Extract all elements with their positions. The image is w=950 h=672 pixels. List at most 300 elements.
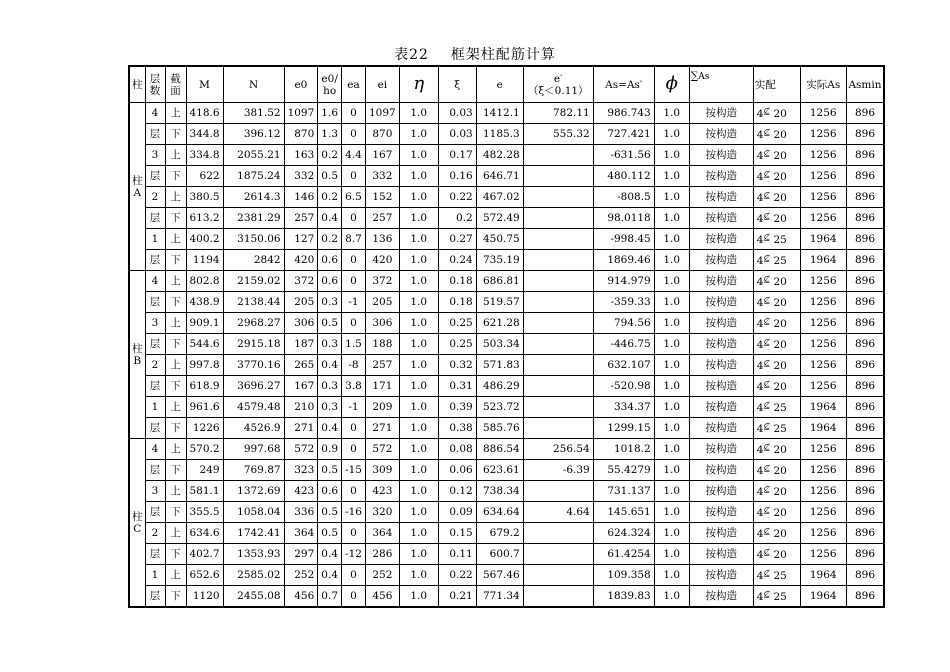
table-row bbox=[129, 502, 884, 523]
floor-cell: 3 bbox=[145, 313, 165, 334]
e-cell: 771.34 bbox=[476, 586, 523, 608]
floor-cell: 层 bbox=[145, 250, 165, 271]
note-cell: 按构造 bbox=[689, 544, 753, 565]
note-cell: 按构造 bbox=[689, 460, 753, 481]
section-cell: 下 bbox=[165, 460, 186, 481]
as-cell: -808.5 bbox=[593, 187, 654, 208]
n-cell: 1742.41 bbox=[223, 523, 284, 544]
rebar-cell: 4⊈ 20 bbox=[753, 544, 800, 565]
section-cell: 上 bbox=[165, 439, 186, 460]
as-cell: 98.0118 bbox=[593, 208, 654, 229]
eta-cell: 1.0 bbox=[399, 460, 438, 481]
eta-cell: 1.0 bbox=[399, 271, 438, 292]
rebar-cell: 4⊈ 25 bbox=[753, 418, 800, 439]
column-reinforcement-table bbox=[128, 65, 885, 608]
phi-cell: 1.0 bbox=[654, 166, 689, 187]
e0-cell: 336 bbox=[284, 502, 318, 523]
eta-cell: 1.0 bbox=[399, 292, 438, 313]
rebar-grade-icon: ⊈ bbox=[763, 254, 771, 263]
xi-cell: 0.2 bbox=[438, 208, 476, 229]
xi-cell: 0.32 bbox=[438, 355, 476, 376]
header-n: N bbox=[223, 66, 284, 103]
rebar-cell: 4⊈ 20 bbox=[753, 355, 800, 376]
rebar-cell: 4⊈ 20 bbox=[753, 208, 800, 229]
e0-cell: 265 bbox=[284, 355, 318, 376]
e0-cell: 271 bbox=[284, 418, 318, 439]
ei-cell: 257 bbox=[366, 355, 400, 376]
ei-cell: 423 bbox=[366, 481, 400, 502]
ea-cell: 3.8 bbox=[342, 376, 366, 397]
ea-cell: 0 bbox=[342, 586, 366, 608]
table-row bbox=[129, 460, 884, 481]
e0-cell: 423 bbox=[284, 481, 318, 502]
note-cell: 按构造 bbox=[689, 418, 753, 439]
actual-as-cell: 1256 bbox=[800, 376, 846, 397]
eta-cell: 1.0 bbox=[399, 124, 438, 145]
actual-as-cell: 1964 bbox=[800, 418, 846, 439]
header-shipei: 实配 bbox=[753, 66, 800, 103]
m-cell: 1226 bbox=[186, 418, 223, 439]
rebar-cell: 4⊈ 20 bbox=[753, 145, 800, 166]
table-row bbox=[129, 103, 884, 124]
e-prime-cell bbox=[523, 523, 593, 544]
asmin-cell: 896 bbox=[846, 313, 884, 334]
section-cell: 上 bbox=[165, 103, 186, 124]
e-cell: 519.57 bbox=[476, 292, 523, 313]
e0-cell: 252 bbox=[284, 565, 318, 586]
eta-cell: 1.0 bbox=[399, 502, 438, 523]
m-cell: 380.5 bbox=[186, 187, 223, 208]
e-prime-cell bbox=[523, 145, 593, 166]
asmin-cell: 896 bbox=[846, 439, 884, 460]
rebar-cell: 4⊈ 20 bbox=[753, 271, 800, 292]
phi-cell: 1.0 bbox=[654, 565, 689, 586]
table-row bbox=[129, 544, 884, 565]
as-cell: 986.743 bbox=[593, 103, 654, 124]
eta-cell: 1.0 bbox=[399, 586, 438, 608]
eta-cell: 1.0 bbox=[399, 397, 438, 418]
m-cell: 334.8 bbox=[186, 145, 223, 166]
eta-cell: 1.0 bbox=[399, 439, 438, 460]
e0-cell: 572 bbox=[284, 439, 318, 460]
header-asmin: Asmin bbox=[846, 66, 884, 103]
header-floor: 层 数 bbox=[145, 66, 165, 103]
note-cell: 按构造 bbox=[689, 208, 753, 229]
e0-ho-cell: 0.4 bbox=[318, 418, 342, 439]
asmin-cell: 896 bbox=[846, 250, 884, 271]
e0-ho-cell: 0.2 bbox=[318, 145, 342, 166]
m-cell: 249 bbox=[186, 460, 223, 481]
eta-cell: 1.0 bbox=[399, 166, 438, 187]
actual-as-cell: 1256 bbox=[800, 166, 846, 187]
table-row bbox=[129, 229, 884, 250]
asmin-cell: 896 bbox=[846, 271, 884, 292]
ei-cell: 257 bbox=[366, 208, 400, 229]
ea-cell: 0 bbox=[342, 565, 366, 586]
n-cell: 3770.16 bbox=[223, 355, 284, 376]
xi-cell: 0.31 bbox=[438, 376, 476, 397]
ei-cell: 870 bbox=[366, 124, 400, 145]
n-cell: 3150.06 bbox=[223, 229, 284, 250]
header-ei: ei bbox=[366, 66, 400, 103]
e0-cell: 167 bbox=[284, 376, 318, 397]
header-e: e bbox=[476, 66, 523, 103]
as-cell: 55.4279 bbox=[593, 460, 654, 481]
actual-as-cell: 1256 bbox=[800, 313, 846, 334]
table-row bbox=[129, 334, 884, 355]
section-cell: 上 bbox=[165, 565, 186, 586]
as-cell: -520.98 bbox=[593, 376, 654, 397]
header-m: M bbox=[186, 66, 223, 103]
e0-ho-cell: 0.3 bbox=[318, 376, 342, 397]
e-prime-cell bbox=[523, 208, 593, 229]
e-cell: 571.83 bbox=[476, 355, 523, 376]
as-cell: 334.37 bbox=[593, 397, 654, 418]
actual-as-cell: 1964 bbox=[800, 229, 846, 250]
xi-cell: 0.09 bbox=[438, 502, 476, 523]
table-row bbox=[129, 145, 884, 166]
rebar-grade-icon: ⊈ bbox=[763, 170, 771, 179]
actual-as-cell: 1256 bbox=[800, 523, 846, 544]
eta-cell: 1.0 bbox=[399, 187, 438, 208]
as-cell: 731.137 bbox=[593, 481, 654, 502]
e-cell: 621.28 bbox=[476, 313, 523, 334]
rebar-grade-icon: ⊈ bbox=[763, 275, 771, 284]
floor-cell: 层 bbox=[145, 418, 165, 439]
table-row bbox=[129, 565, 884, 586]
note-cell: 按构造 bbox=[689, 229, 753, 250]
as-cell: 794.56 bbox=[593, 313, 654, 334]
table-row bbox=[129, 187, 884, 208]
e0-ho-cell: 0.5 bbox=[318, 460, 342, 481]
m-cell: 613.2 bbox=[186, 208, 223, 229]
e0-cell: 210 bbox=[284, 397, 318, 418]
note-cell: 按构造 bbox=[689, 355, 753, 376]
xi-cell: 0.25 bbox=[438, 313, 476, 334]
xi-cell: 0.15 bbox=[438, 523, 476, 544]
rebar-grade-icon: ⊈ bbox=[763, 464, 771, 473]
note-cell: 按构造 bbox=[689, 376, 753, 397]
asmin-cell: 896 bbox=[846, 355, 884, 376]
phi-cell: 1.0 bbox=[654, 523, 689, 544]
e-cell: 886.54 bbox=[476, 439, 523, 460]
header-actual-as: 实际As bbox=[800, 66, 846, 103]
e0-cell: 332 bbox=[284, 166, 318, 187]
phi-cell: 1.0 bbox=[654, 145, 689, 166]
note-cell: 按构造 bbox=[689, 250, 753, 271]
ei-cell: 252 bbox=[366, 565, 400, 586]
header-e-prime: e′ （ξ＜0.11） bbox=[523, 66, 593, 103]
e0-cell: 456 bbox=[284, 586, 318, 608]
asmin-cell: 896 bbox=[846, 481, 884, 502]
rebar-cell: 4⊈ 20 bbox=[753, 103, 800, 124]
m-cell: 997.8 bbox=[186, 355, 223, 376]
e-prime-cell bbox=[523, 355, 593, 376]
rebar-cell: 4⊈ 20 bbox=[753, 124, 800, 145]
ea-cell: -1 bbox=[342, 397, 366, 418]
ei-cell: 332 bbox=[366, 166, 400, 187]
floor-cell: 层 bbox=[145, 544, 165, 565]
section-cell: 上 bbox=[165, 145, 186, 166]
as-cell: 1839.83 bbox=[593, 586, 654, 608]
phi-cell: 1.0 bbox=[654, 187, 689, 208]
floor-cell: 1 bbox=[145, 397, 165, 418]
m-cell: 1194 bbox=[186, 250, 223, 271]
header-col: 柱 bbox=[129, 66, 145, 103]
n-cell: 1372.69 bbox=[223, 481, 284, 502]
section-cell: 下 bbox=[165, 376, 186, 397]
floor-cell: 层 bbox=[145, 586, 165, 608]
asmin-cell: 896 bbox=[846, 124, 884, 145]
e0-ho-cell: 0.5 bbox=[318, 313, 342, 334]
rebar-cell: 4⊈ 20 bbox=[753, 481, 800, 502]
ei-cell: 364 bbox=[366, 523, 400, 544]
e-cell: 585.76 bbox=[476, 418, 523, 439]
e0-ho-cell: 0.3 bbox=[318, 334, 342, 355]
n-cell: 3696.27 bbox=[223, 376, 284, 397]
rebar-grade-icon: ⊈ bbox=[763, 401, 771, 410]
actual-as-cell: 1964 bbox=[800, 397, 846, 418]
floor-cell: 2 bbox=[145, 355, 165, 376]
phi-cell: 1.0 bbox=[654, 229, 689, 250]
xi-cell: 0.22 bbox=[438, 565, 476, 586]
as-cell: 914.979 bbox=[593, 271, 654, 292]
floor-cell: 3 bbox=[145, 481, 165, 502]
rebar-cell: 4⊈ 20 bbox=[753, 313, 800, 334]
m-cell: 622 bbox=[186, 166, 223, 187]
note-cell: 按构造 bbox=[689, 166, 753, 187]
asmin-cell: 896 bbox=[846, 418, 884, 439]
m-cell: 634.6 bbox=[186, 523, 223, 544]
floor-cell: 层 bbox=[145, 502, 165, 523]
header-section: 截 面 bbox=[165, 66, 186, 103]
actual-as-cell: 1256 bbox=[800, 145, 846, 166]
actual-as-cell: 1964 bbox=[800, 586, 846, 608]
asmin-cell: 896 bbox=[846, 502, 884, 523]
rebar-cell: 4⊈ 20 bbox=[753, 334, 800, 355]
e0-cell: 306 bbox=[284, 313, 318, 334]
e0-ho-cell: 0.3 bbox=[318, 397, 342, 418]
xi-cell: 0.18 bbox=[438, 292, 476, 313]
rebar-grade-icon: ⊈ bbox=[763, 191, 771, 200]
phi-cell: 1.0 bbox=[654, 376, 689, 397]
column-group-label: 柱 A bbox=[129, 103, 145, 271]
section-cell: 下 bbox=[165, 292, 186, 313]
rebar-grade-icon: ⊈ bbox=[763, 296, 771, 305]
rebar-grade-icon: ⊈ bbox=[763, 338, 771, 347]
n-cell: 2968.27 bbox=[223, 313, 284, 334]
table-row bbox=[129, 376, 884, 397]
rebar-grade-icon: ⊈ bbox=[763, 359, 771, 368]
xi-cell: 0.25 bbox=[438, 334, 476, 355]
actual-as-cell: 1256 bbox=[800, 334, 846, 355]
ei-cell: 167 bbox=[366, 145, 400, 166]
phi-cell: 1.0 bbox=[654, 397, 689, 418]
note-cell: 按构造 bbox=[689, 334, 753, 355]
phi-cell: 1.0 bbox=[654, 271, 689, 292]
ei-cell: 456 bbox=[366, 586, 400, 608]
e0-cell: 364 bbox=[284, 523, 318, 544]
floor-cell: 层 bbox=[145, 124, 165, 145]
as-cell: 109.358 bbox=[593, 565, 654, 586]
table-row bbox=[129, 586, 884, 608]
actual-as-cell: 1256 bbox=[800, 271, 846, 292]
section-cell: 上 bbox=[165, 397, 186, 418]
asmin-cell: 896 bbox=[846, 103, 884, 124]
actual-as-cell: 1256 bbox=[800, 103, 846, 124]
ea-cell: 0 bbox=[342, 271, 366, 292]
floor-cell: 2 bbox=[145, 523, 165, 544]
e-prime-cell bbox=[523, 229, 593, 250]
note-cell: 按构造 bbox=[689, 565, 753, 586]
e0-ho-cell: 0.5 bbox=[318, 166, 342, 187]
asmin-cell: 896 bbox=[846, 586, 884, 608]
rebar-grade-icon: ⊈ bbox=[763, 107, 771, 116]
e-cell: 450.75 bbox=[476, 229, 523, 250]
eta-cell: 1.0 bbox=[399, 523, 438, 544]
ei-cell: 136 bbox=[366, 229, 400, 250]
floor-cell: 4 bbox=[145, 271, 165, 292]
eta-cell: 1.0 bbox=[399, 565, 438, 586]
section-cell: 下 bbox=[165, 208, 186, 229]
e-cell: 523.72 bbox=[476, 397, 523, 418]
rebar-grade-icon: ⊈ bbox=[763, 443, 771, 452]
actual-as-cell: 1256 bbox=[800, 544, 846, 565]
ea-cell: -16 bbox=[342, 502, 366, 523]
ea-cell: -12 bbox=[342, 544, 366, 565]
n-cell: 2455.08 bbox=[223, 586, 284, 608]
e-prime-cell bbox=[523, 313, 593, 334]
e-prime-cell bbox=[523, 544, 593, 565]
eta-cell: 1.0 bbox=[399, 229, 438, 250]
as-cell: -998.45 bbox=[593, 229, 654, 250]
ei-cell: 286 bbox=[366, 544, 400, 565]
m-cell: 402.7 bbox=[186, 544, 223, 565]
note-cell: 按构造 bbox=[689, 187, 753, 208]
e0-ho-cell: 0.2 bbox=[318, 229, 342, 250]
note-cell: 按构造 bbox=[689, 523, 753, 544]
table-row bbox=[129, 292, 884, 313]
eta-cell: 1.0 bbox=[399, 145, 438, 166]
xi-cell: 0.12 bbox=[438, 481, 476, 502]
ea-cell: 0 bbox=[342, 208, 366, 229]
table-row bbox=[129, 481, 884, 502]
xi-cell: 0.24 bbox=[438, 250, 476, 271]
m-cell: 802.8 bbox=[186, 271, 223, 292]
floor-cell: 4 bbox=[145, 103, 165, 124]
eta-cell: 1.0 bbox=[399, 250, 438, 271]
ei-cell: 1097 bbox=[366, 103, 400, 124]
section-cell: 下 bbox=[165, 334, 186, 355]
as-cell: 624.324 bbox=[593, 523, 654, 544]
e0-ho-cell: 0.2 bbox=[318, 187, 342, 208]
e0-ho-cell: 0.4 bbox=[318, 355, 342, 376]
floor-cell: 2 bbox=[145, 187, 165, 208]
xi-cell: 0.38 bbox=[438, 418, 476, 439]
as-cell: 145.651 bbox=[593, 502, 654, 523]
m-cell: 400.2 bbox=[186, 229, 223, 250]
e-cell: 634.64 bbox=[476, 502, 523, 523]
eta-cell: 1.0 bbox=[399, 418, 438, 439]
header-ea: ea bbox=[342, 66, 366, 103]
table-row bbox=[129, 397, 884, 418]
section-cell: 下 bbox=[165, 544, 186, 565]
m-cell: 618.9 bbox=[186, 376, 223, 397]
ea-cell: 0 bbox=[342, 250, 366, 271]
rebar-grade-icon: ⊈ bbox=[763, 317, 771, 326]
e-prime-cell bbox=[523, 187, 593, 208]
n-cell: 1353.93 bbox=[223, 544, 284, 565]
e0-cell: 257 bbox=[284, 208, 318, 229]
floor-cell: 层 bbox=[145, 208, 165, 229]
table-title bbox=[0, 44, 950, 64]
ea-cell: 0 bbox=[342, 481, 366, 502]
floor-cell: 3 bbox=[145, 145, 165, 166]
section-cell: 上 bbox=[165, 229, 186, 250]
rebar-cell: 4⊈ 20 bbox=[753, 166, 800, 187]
ea-cell: 8.7 bbox=[342, 229, 366, 250]
e-cell: 600.7 bbox=[476, 544, 523, 565]
actual-as-cell: 1256 bbox=[800, 481, 846, 502]
phi-cell: 1.0 bbox=[654, 460, 689, 481]
e0-cell: 323 bbox=[284, 460, 318, 481]
section-cell: 上 bbox=[165, 313, 186, 334]
note-cell: 按构造 bbox=[689, 313, 753, 334]
m-cell: 581.1 bbox=[186, 481, 223, 502]
e0-cell: 1097 bbox=[284, 103, 318, 124]
e-cell: 738.34 bbox=[476, 481, 523, 502]
phi-cell: 1.0 bbox=[654, 544, 689, 565]
e-prime-cell: 4.64 bbox=[523, 502, 593, 523]
note-cell: 按构造 bbox=[689, 145, 753, 166]
e0-ho-cell: 0.7 bbox=[318, 586, 342, 608]
note-cell: 按构造 bbox=[689, 124, 753, 145]
e-prime-cell bbox=[523, 292, 593, 313]
section-cell: 下 bbox=[165, 418, 186, 439]
xi-cell: 0.39 bbox=[438, 397, 476, 418]
m-cell: 1120 bbox=[186, 586, 223, 608]
eta-cell: 1.0 bbox=[399, 544, 438, 565]
table-row bbox=[129, 208, 884, 229]
ei-cell: 271 bbox=[366, 418, 400, 439]
e-cell: 646.71 bbox=[476, 166, 523, 187]
n-cell: 1875.24 bbox=[223, 166, 284, 187]
xi-cell: 0.11 bbox=[438, 544, 476, 565]
section-cell: 上 bbox=[165, 271, 186, 292]
section-cell: 下 bbox=[165, 502, 186, 523]
actual-as-cell: 1256 bbox=[800, 439, 846, 460]
asmin-cell: 896 bbox=[846, 565, 884, 586]
e0-ho-cell: 0.6 bbox=[318, 271, 342, 292]
e-cell: 467.02 bbox=[476, 187, 523, 208]
note-cell: 按构造 bbox=[689, 103, 753, 124]
xi-cell: 0.16 bbox=[438, 166, 476, 187]
e0-cell: 870 bbox=[284, 124, 318, 145]
actual-as-cell: 1256 bbox=[800, 208, 846, 229]
section-cell: 上 bbox=[165, 523, 186, 544]
phi-cell: 1.0 bbox=[654, 208, 689, 229]
header-phi: ϕ bbox=[654, 66, 689, 103]
ea-cell: -15 bbox=[342, 460, 366, 481]
m-cell: 344.8 bbox=[186, 124, 223, 145]
xi-cell: 0.21 bbox=[438, 586, 476, 608]
note-cell: 按构造 bbox=[689, 586, 753, 608]
e-cell: 1412.1 bbox=[476, 103, 523, 124]
n-cell: 2614.3 bbox=[223, 187, 284, 208]
actual-as-cell: 1964 bbox=[800, 565, 846, 586]
actual-as-cell: 1256 bbox=[800, 124, 846, 145]
ea-cell: 0 bbox=[342, 439, 366, 460]
